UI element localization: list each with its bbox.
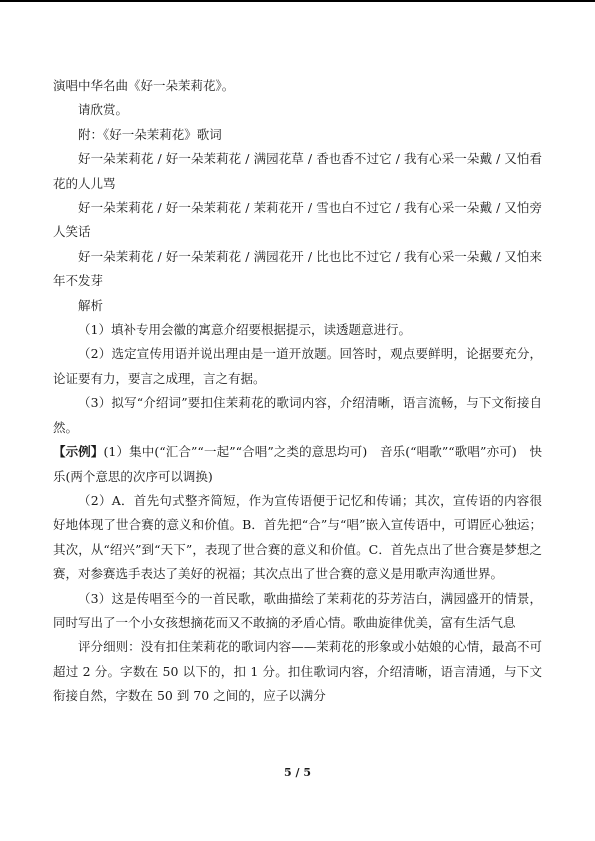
paragraph-intro: 演唱中华名曲《好一朵茉莉花》。 — [53, 78, 235, 93]
paragraph-analysis-2: （2）选定宣传用语并说出理由是一道开放题。回答时，观点要鲜明，论据要充分，论证要有力，要言之成理，言之有据。 — [53, 346, 542, 386]
paragraph-analysis-1: （1）填补专用会徽的寓意介绍要根据提示，读透题意进行。 — [78, 322, 411, 338]
paragraph-lyrics-verse-1: 好一朵茉莉花 / 好一朵茉莉花 / 满园花草 / 香也香不过它 / 我有心采一朵戴 / 又怕看花的人儿骂 — [53, 151, 542, 191]
paragraph-answer-2: （2）A．首先句式整齐简短，作为宣传语便于记忆和传诵；其次，宣传语的内容很好地体现了世合赛的意义和价值。B．首先把“合”与“唱”嵌入宣传语中，可谓匠心独运；其次，从“绍兴”到“天下”，表现了世合赛的意义和价值。C．首先点出了世合赛是梦想之赛，对参赛选手表达了美好的祝福；其次点出了世合赛的意义是用歌声沟通世界。 — [53, 492, 542, 582]
paragraph-answer-3: （3）这是传唱至今的一首民歌，歌曲描绘了茉莉花的芬芳洁白，满园盛开的情景，同时写出了一个小女孩想摘花而又不敢摘的矛盾心情。歌曲旋律优美，富有生活气息 — [53, 590, 542, 630]
paragraph-scoring-rules: 评分细则：没有扣住茉莉花的歌词内容——茉莉花的形象或小姑娘的心情，最高不可超过 2 分。字数在 50 以下的，扣 1 分。扣住歌词内容，介绍清晰，语言清通，与下文衔接自然，字数在 50 到 70 之间的，应子以满分 — [53, 639, 542, 704]
paragraph-analysis-heading: 解析 — [78, 297, 104, 313]
page-top-rule — [0, 0, 595, 2]
example-label: 【示例】 — [53, 444, 104, 460]
paragraph-lyrics-verse-2: 好一朵茉莉花 / 好一朵茉莉花 / 茉莉花开 / 雪也白不过它 / 我有心采一朵戴 / 又怕旁人笑话 — [53, 200, 542, 240]
paragraph-analysis-3: （3）拟写“介绍词”要扣住茉莉花的歌词内容，介绍清晰，语言流畅，与下文衔接自然。 — [53, 395, 542, 435]
document-body — [53, 74, 542, 709]
paragraph-lyrics-verse-3: 好一朵茉莉花 / 好一朵茉莉花 / 满园花开 / 比也比不过它 / 我有心采一朵戴 / 又怕来年不发芽 — [53, 248, 542, 289]
page-number: 5 / 5 — [284, 766, 311, 779]
paragraph-lyrics-heading: 附：《好一朵茉莉花》歌词 — [78, 126, 222, 142]
paragraph-example — [53, 440, 542, 489]
example-text: (1）集中(“汇合”“一起”“合唱”之类的意思均可) 音乐(“唱歌”“歌唱”亦可) 快乐(两个意思的次序可以调换) — [53, 444, 542, 484]
paragraph-enjoy: 请欣赏。 — [78, 102, 129, 118]
